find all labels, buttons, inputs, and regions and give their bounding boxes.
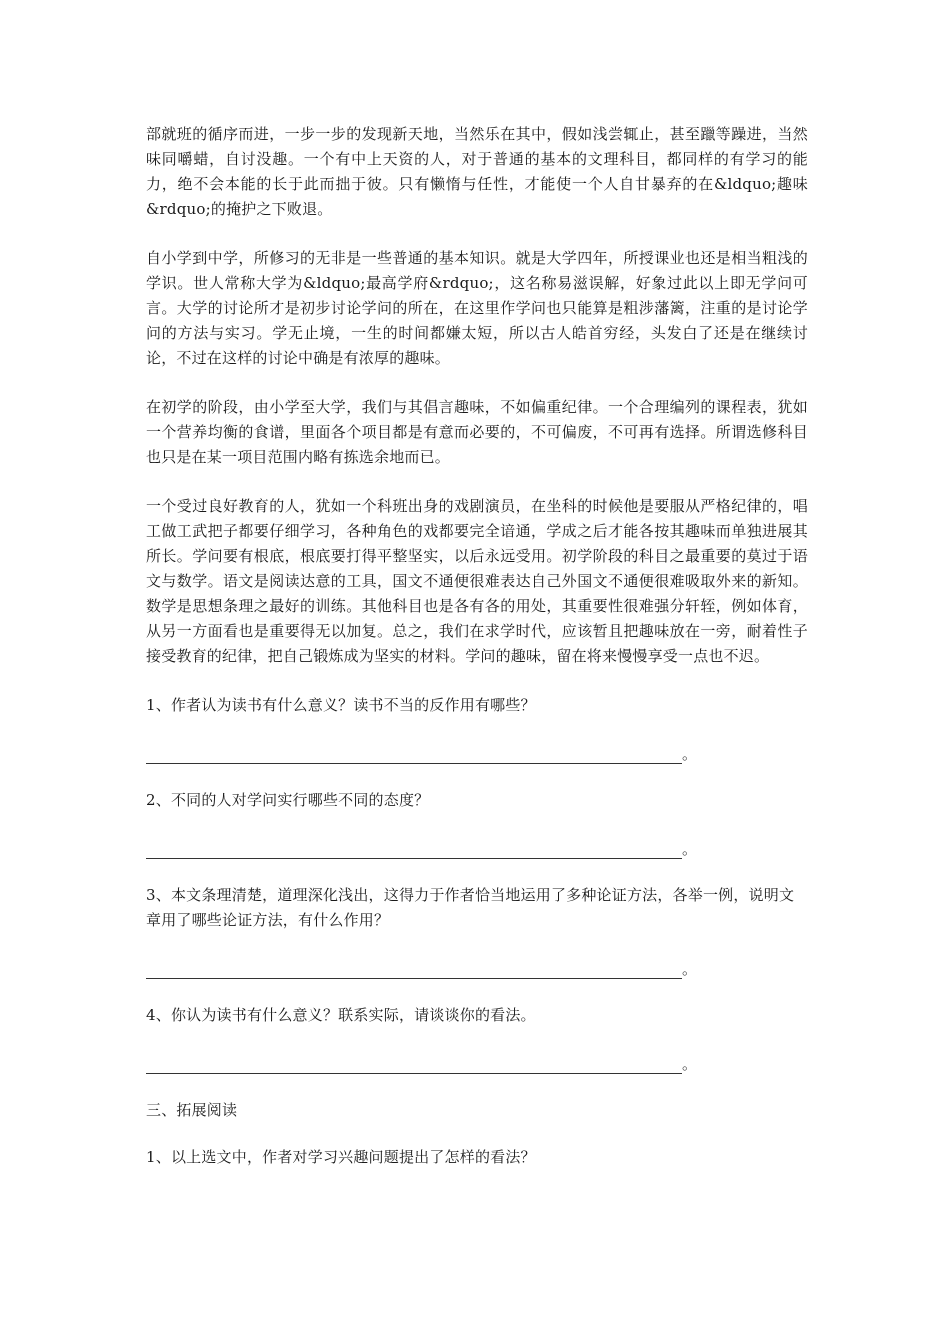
paragraph-2: 自小学到中学，所修习的无非是一些普通的基本知识。就是大学四年，所授课业也还是相当粗浅的学识。世人常称大学为&ldquo;最高学府&rdquo;，这名称易滋误解，好象过此以上即无学问可言。大学的讨论所才是初步讨论学问的所在，在这里作学问也只能算是粗涉藩篱，注重的是讨论学问的方法与实习。学无止境，一生的时间都嫌太短，所以古人皓首穷经，头发白了还是在继续讨论，不过在这样的讨论中确是有浓厚的趣味。 (146, 249, 808, 367)
answer-blank-4[interactable] (146, 1053, 682, 1074)
answer-end-mark-1: 。 (682, 745, 698, 763)
answer-line-4 (146, 1048, 808, 1074)
answer-line-2 (146, 833, 808, 859)
question-2: 2、不同的人对学问实行哪些不同的态度？ (146, 791, 430, 809)
answer-line-3 (146, 953, 808, 979)
answer-end-mark-2: 。 (682, 840, 698, 858)
answer-blank-3[interactable] (146, 958, 682, 979)
section-title: 三、拓展阅读 (146, 1101, 238, 1119)
answer-blank-2[interactable] (146, 838, 682, 859)
question-3: 3、本文条理清楚，道理深化浅出，这得力于作者恰当地运用了多种论证方法，各举一例，说明文章用了哪些论证方法，有什么作用？ (146, 886, 795, 929)
question-4: 4、你认为读书有什么意义？联系实际，请谈谈你的看法。 (146, 1006, 536, 1024)
paragraph-1: 部就班的循序而进，一步一步的发现新天地，当然乐在其中，假如浅尝辄止，甚至躐等躁进，当然味同嚼蜡，自讨没趣。一个有中上天资的人，对于普通的基本的文理科目，都同样的有学习的能力，绝不会本能的长于此而拙于彼。只有懒惰与任性，才能使一个人自甘暴弃的在&ldquo;趣味&rdquo;的掩护之下败退。 (146, 125, 808, 218)
document-content (146, 122, 808, 1190)
answer-line-1 (146, 738, 808, 764)
answer-end-mark-4: 。 (682, 1055, 698, 1073)
paragraph-4: 一个受过良好教育的人，犹如一个科班出身的戏剧演员，在坐科的时候他是要服从严格纪律的，唱工做工武把子都要仔细学习，各种角色的戏都要完全谙通，学成之后才能各按其趣味而单独进展其所长。学问要有根底，根底要打得平整坚实，以后永远受用。初学阶段的科目之最重要的莫过于语文与数学。语文是阅读达意的工具，国文不通便很难表达自己外国文不通便很难吸取外来的新知。数学是思想条理之最好的训练。其他科目也是各有各的用处，其重要性很难强分轩轾，例如体育，从另一方面看也是重要得无以加复。总之，我们在求学时代，应该暂且把趣味放在一旁，耐着性子接受教育的纪律，把自己锻炼成为坚实的材料。学问的趣味，留在将来慢慢享受一点也不迟。 (146, 497, 808, 665)
answer-end-mark-3: 。 (682, 960, 698, 978)
paragraph-3: 在初学的阶段，由小学至大学，我们与其倡言趣味，不如偏重纪律。一个合理编列的课程表，犹如一个营养均衡的食谱，里面各个项目都是有意而必要的，不可偏废，不可再有选择。所谓选修科目也只是在某一项目范围内略有拣选余地而已。 (146, 398, 808, 466)
section-question-1: 1、以上选文中，作者对学习兴趣问题提出了怎样的看法？ (146, 1148, 536, 1166)
question-1: 1、作者认为读书有什么意义？读书不当的反作用有哪些？ (146, 696, 536, 714)
answer-blank-1[interactable] (146, 743, 682, 764)
